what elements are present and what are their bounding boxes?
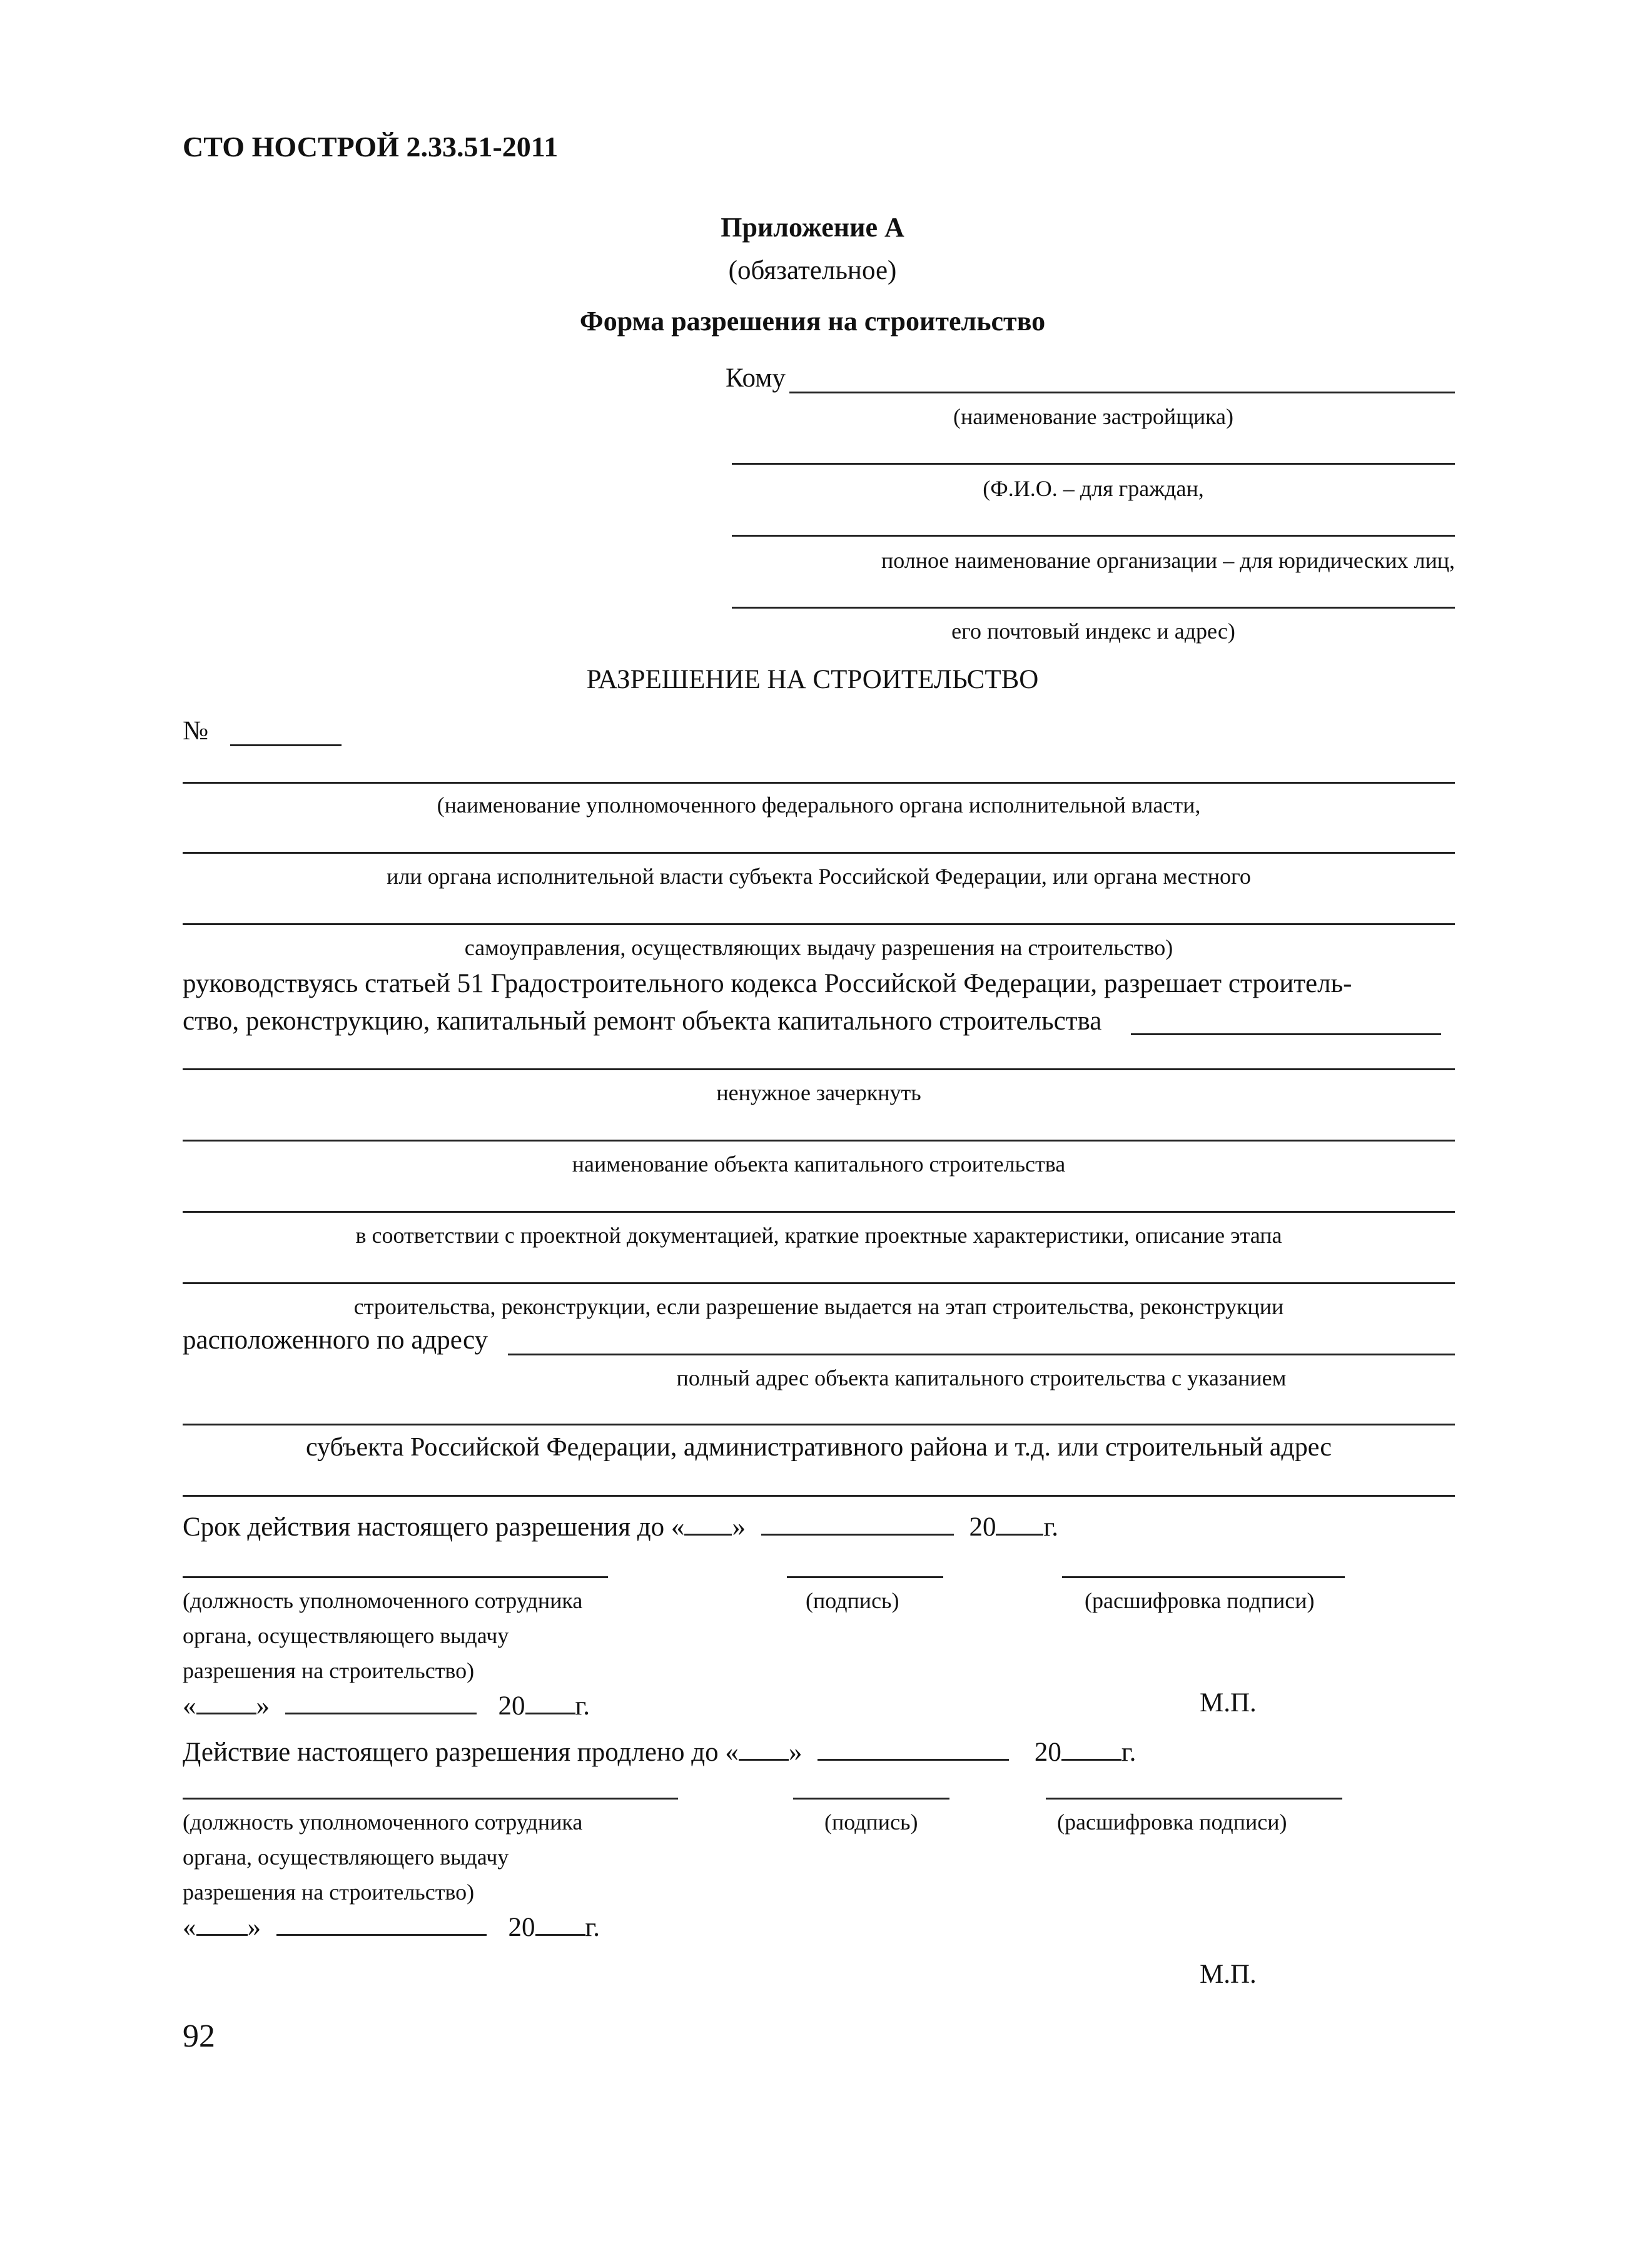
sign2-month-field[interactable]: [276, 1909, 487, 1936]
sign1-signature-caption: (подпись): [806, 1588, 899, 1613]
authority-field-3[interactable]: [183, 923, 1455, 925]
caption-strike: ненужное зачеркнуть: [716, 1080, 921, 1105]
sign2-position-caption-3: разрешения на строительство): [183, 1880, 475, 1905]
validity-month-field[interactable]: [761, 1509, 954, 1536]
caption-address-2: субъекта Российской Федерации, административного района и т.д. или строительный адрес: [305, 1433, 1332, 1462]
caption-address-1: полный адрес объекта капитального строительства с указанием: [676, 1365, 1287, 1390]
sign2-signature-caption: (подпись): [824, 1810, 918, 1835]
authority-caption-2: или органа исполнительной власти субъекта Российской Федерации, или органа местного: [387, 864, 1251, 889]
sign1-position-caption-1: (должность уполномоченного сотрудника: [183, 1588, 583, 1613]
sign2-position-caption-2: органа, осуществляющего выдачу: [183, 1845, 509, 1870]
sign1-stamp: М.П.: [1200, 1688, 1257, 1718]
authority-field-2[interactable]: [183, 852, 1455, 854]
extension-label: Действие настоящего разрешения продлено до «: [183, 1738, 739, 1767]
validity-label: Срок действия настоящего разрешения до «: [183, 1512, 685, 1542]
sign1-date-row: [183, 1688, 590, 1721]
recipient-name-field[interactable]: [789, 392, 1455, 393]
recipient-caption-2: (Ф.И.О. – для граждан,: [983, 476, 1204, 501]
address-field-1[interactable]: [508, 1354, 1455, 1355]
address-field-3[interactable]: [183, 1495, 1455, 1497]
sign2-day-field[interactable]: [196, 1909, 248, 1936]
authority-field-1[interactable]: [183, 782, 1455, 784]
sign2-position-field[interactable]: [183, 1798, 678, 1800]
number-label: №: [183, 716, 209, 746]
extension-day-field[interactable]: [739, 1734, 789, 1761]
sign2-decode-field[interactable]: [1046, 1798, 1342, 1800]
extension-row: [183, 1734, 1136, 1768]
object-type-field[interactable]: [1131, 1033, 1441, 1035]
sign2-signature-field[interactable]: [793, 1798, 949, 1800]
sign2-decode-caption: (расшифровка подписи): [1057, 1810, 1287, 1835]
sign1-position-field[interactable]: [183, 1576, 608, 1578]
sign2-open-quote: «: [183, 1913, 196, 1942]
address-field-2[interactable]: [183, 1424, 1455, 1425]
standard-code: СТО НОСТРОЙ 2.33.51-2011: [183, 131, 559, 163]
recipient-caption-4: его почтовый индекс и адрес): [951, 619, 1235, 644]
sign2-close-quote: »: [247, 1913, 261, 1942]
form-title: Форма разрешения на строительство: [579, 306, 1046, 337]
sign2-year-suffix: г.: [585, 1913, 600, 1942]
caption-docs: в соответствии с проектной документацией, краткие проектные характеристики, описание этапа: [355, 1223, 1282, 1248]
permit-number-field[interactable]: [230, 744, 342, 746]
address-label: расположенного по адресу: [183, 1325, 488, 1355]
object-field-1[interactable]: [183, 1068, 1455, 1070]
sign1-position-caption-2: органа, осуществляющего выдачу: [183, 1623, 509, 1648]
sign2-position-caption-1: (должность уполномоченного сотрудника: [183, 1810, 583, 1835]
recipient-address-field[interactable]: [732, 607, 1455, 609]
validity-row: [183, 1509, 1058, 1542]
sign1-decode-caption: (расшифровка подписи): [1085, 1588, 1315, 1613]
validity-year-field[interactable]: [996, 1509, 1043, 1536]
sign1-signature-field[interactable]: [787, 1576, 943, 1578]
sign1-month-field[interactable]: [285, 1688, 477, 1714]
sign2-year-prefix: 20: [508, 1913, 535, 1942]
extension-close-quote: »: [788, 1738, 802, 1767]
sign1-position-caption-3: разрешения на строительство): [183, 1658, 475, 1683]
caption-object: наименование объекта капитального строительства: [572, 1152, 1066, 1177]
appendix-status: (обязательное): [728, 256, 897, 285]
extension-year-field[interactable]: [1061, 1734, 1121, 1761]
appendix-title: Приложение А: [721, 212, 904, 243]
validity-year-prefix: 20: [969, 1512, 996, 1542]
permit-title: РАЗРЕШЕНИЕ НА СТРОИТЕЛЬСТВО: [586, 665, 1039, 694]
validity-year-suffix: г.: [1043, 1512, 1058, 1542]
extension-year-suffix: г.: [1121, 1738, 1136, 1767]
validity-close-quote: »: [732, 1512, 746, 1542]
sign1-decode-field[interactable]: [1062, 1576, 1345, 1578]
sign1-day-field[interactable]: [196, 1688, 256, 1714]
recipient-caption-1: (наименование застройщика): [953, 404, 1234, 429]
sign1-close-quote: »: [256, 1691, 270, 1721]
validity-day-field[interactable]: [684, 1509, 732, 1536]
paragraph-line-2: ство, реконструкцию, капитальный ремонт объекта капитального строительства: [183, 1006, 1102, 1036]
caption-stage: строительства, реконструкции, если разрешение выдается на этап строительства, реконструкции: [353, 1294, 1284, 1319]
recipient-caption-3: полное наименование организации – для юридических лиц,: [881, 548, 1455, 573]
to-label: Кому: [726, 363, 786, 393]
sign2-year-field[interactable]: [535, 1909, 585, 1936]
paragraph-line-1: руководствуясь статьей 51 Градостроительного кодекса Российской Федерации, разрешает строитель-: [183, 969, 1352, 998]
recipient-org-field[interactable]: [732, 535, 1455, 537]
sign2-stamp: М.П.: [1200, 1960, 1257, 1989]
sign1-year-field[interactable]: [525, 1688, 575, 1714]
sign2-date-row: [183, 1909, 600, 1943]
object-field-2[interactable]: [183, 1140, 1455, 1142]
authority-caption-3: самоуправления, осуществляющих выдачу разрешения на строительство): [464, 935, 1173, 960]
object-field-3[interactable]: [183, 1211, 1455, 1213]
recipient-fio-field[interactable]: [732, 463, 1455, 465]
page-number: 92: [183, 2018, 215, 2054]
sign1-open-quote: «: [183, 1691, 196, 1721]
extension-year-prefix: 20: [1034, 1738, 1061, 1767]
extension-month-field[interactable]: [818, 1734, 1009, 1761]
object-field-4[interactable]: [183, 1282, 1455, 1284]
sign1-year-prefix: 20: [498, 1691, 525, 1721]
authority-caption-1: (наименование уполномоченного федерального органа исполнительной власти,: [437, 792, 1201, 818]
sign1-year-suffix: г.: [575, 1691, 590, 1721]
